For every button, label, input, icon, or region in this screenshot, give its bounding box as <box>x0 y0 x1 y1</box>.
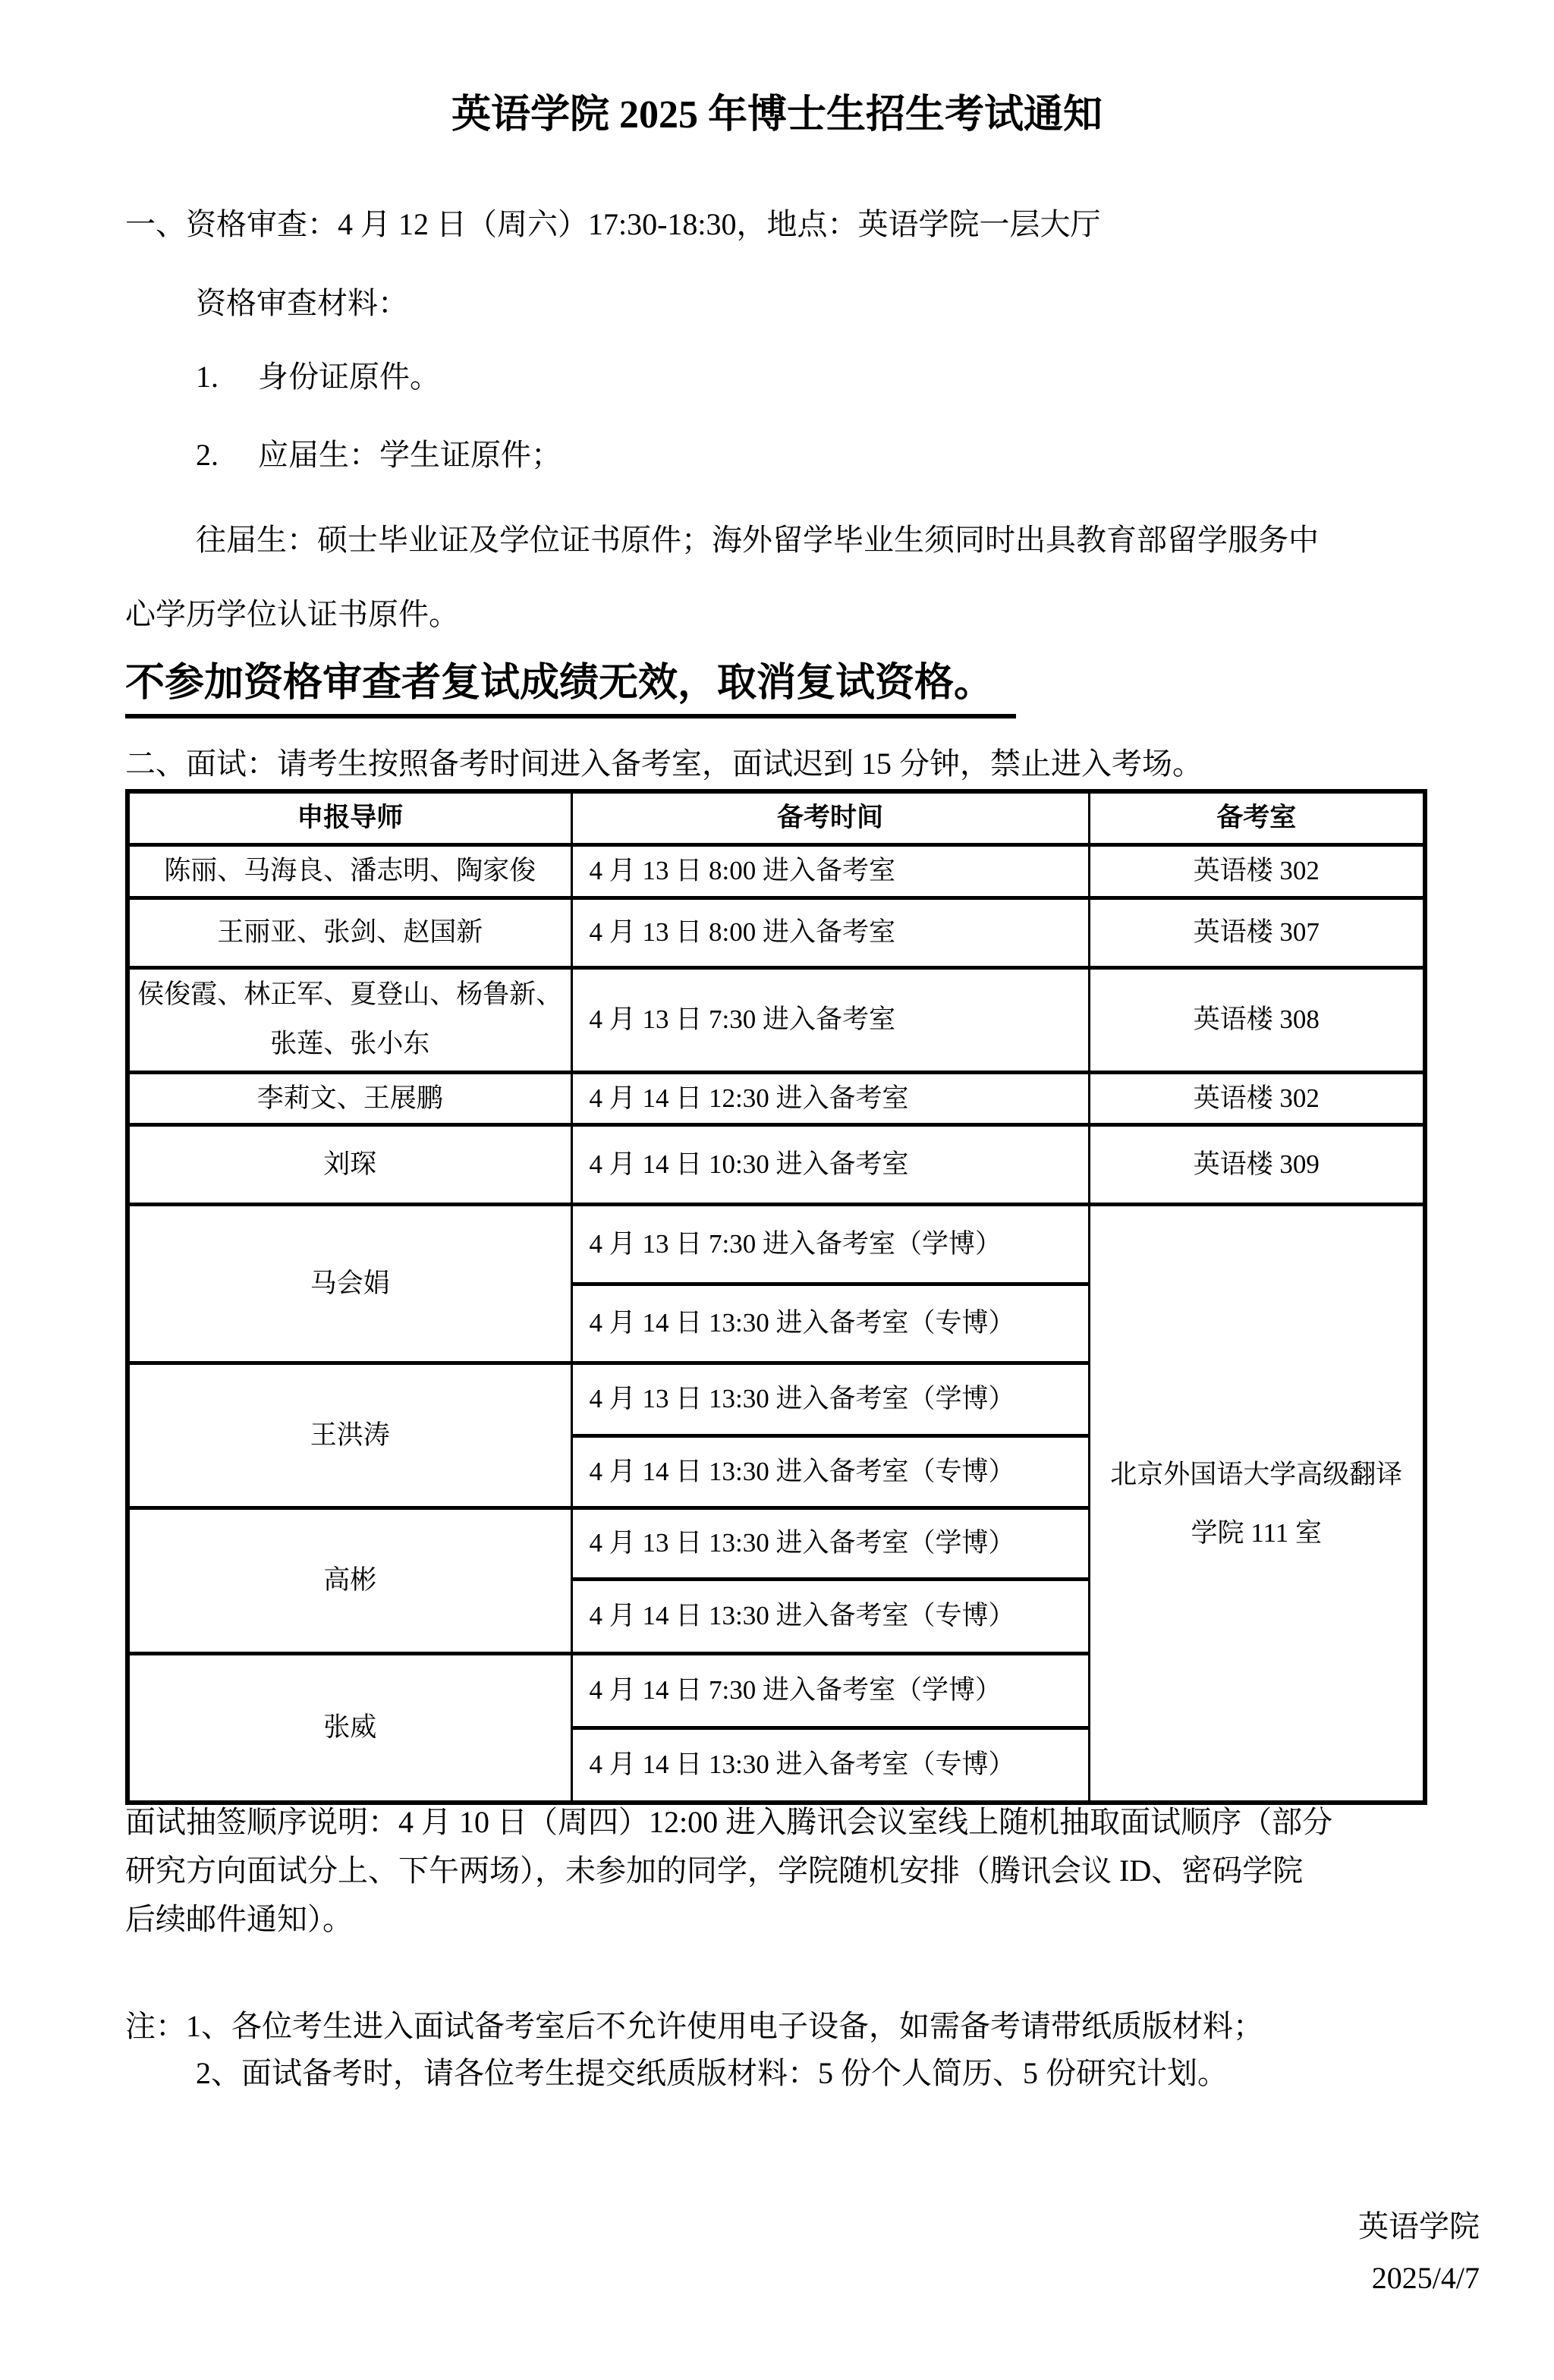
list-item-number: 2. <box>196 438 219 472</box>
time-cell: 4 月 14 日 10:30 进入备考室 <box>571 1125 1089 1205</box>
former-grads-line2: 心学历学位认证书原件。 <box>125 597 459 631</box>
mentor-cell: 王洪涛 <box>127 1363 571 1508</box>
materials-label: 资格审查材料： <box>196 286 408 320</box>
time-cell: 4 月 14 日 7:30 进入备考室（学博） <box>571 1654 1089 1728</box>
table-row <box>127 1205 1425 1284</box>
room-cell: 英语楼 308 <box>1089 967 1425 1072</box>
lottery-note-line3: 后续邮件通知）。 <box>125 1902 353 1936</box>
time-cell: 4 月 13 日 7:30 进入备考室（学博） <box>571 1205 1089 1284</box>
former-grads-line1: 往届生：硕士毕业证及学位证书原件；海外留学毕业生须同时出具教育部留学服务中 <box>196 523 1319 557</box>
notes-line2: 2、面试备考时，请各位考生提交纸质版材料：5 份个人简历、5 份研究计划。 <box>196 2056 1228 2090</box>
time-cell: 4 月 13 日 13:30 进入备考室（学博） <box>571 1508 1089 1580</box>
mentor-cell: 侯俊霞、林正军、夏登山、杨鲁新、张莲、张小东 <box>127 967 571 1072</box>
table-row <box>127 844 1425 898</box>
time-cell: 4 月 14 日 13:30 进入备考室（专博） <box>571 1284 1089 1363</box>
time-cell: 4 月 14 日 13:30 进入备考室（专博） <box>571 1728 1089 1803</box>
room-cell: 英语楼 307 <box>1089 898 1425 967</box>
table-header-row <box>127 791 1425 844</box>
room-cell: 英语楼 309 <box>1089 1125 1425 1205</box>
mentor-cell: 陈丽、马海良、潘志明、陶家俊 <box>127 844 571 898</box>
mentor-cell: 李莉文、王展鹏 <box>127 1072 571 1125</box>
footer-signature: 英语学院 <box>1358 2209 1480 2243</box>
list-item-2 <box>196 440 562 470</box>
header-cell-room: 备考室 <box>1089 791 1425 844</box>
warning-underlined-text: 不参加资格审查者复试成绩无效，取消复试资格。 <box>125 664 1016 718</box>
lottery-note-line2: 研究方向面试分上、下午两场），未参加的同学，学院随机安排（腾讯会议 ID、密码学院 <box>125 1853 1304 1888</box>
time-cell: 4 月 13 日 8:00 进入备考室 <box>571 898 1089 967</box>
schedule-table <box>125 789 1427 1805</box>
header-cell-mentor: 申报导师 <box>127 791 571 844</box>
header-cell-time: 备考时间 <box>571 791 1089 844</box>
table-row <box>127 1072 1425 1125</box>
table-row <box>127 1125 1425 1205</box>
time-cell: 4 月 14 日 13:30 进入备考室（专博） <box>571 1580 1089 1654</box>
time-cell: 4 月 14 日 13:30 进入备考室（专博） <box>571 1436 1089 1508</box>
mentor-cell: 马会娟 <box>127 1205 571 1363</box>
time-cell: 4 月 13 日 8:00 进入备考室 <box>571 844 1089 898</box>
table-row <box>127 967 1425 1072</box>
section1-heading: 一、资格审查：4 月 12 日（周六）17:30-18:30，地点：英语学院一层大厅 <box>125 207 1101 241</box>
room-cell: 英语楼 302 <box>1089 1072 1425 1125</box>
mentor-cell: 王丽亚、张剑、赵国新 <box>127 898 571 967</box>
document-title: 英语学院 2025 年博士生招生考试通知 <box>451 93 1103 137</box>
mentor-cell: 刘琛 <box>127 1125 571 1205</box>
footer-date: 2025/4/7 <box>1371 2261 1480 2295</box>
time-cell: 4 月 13 日 13:30 进入备考室（学博） <box>571 1363 1089 1436</box>
list-item-number: 1. <box>196 360 219 394</box>
room-cell: 英语楼 302 <box>1089 844 1425 898</box>
time-cell: 4 月 13 日 7:30 进入备考室 <box>571 967 1089 1072</box>
section2-heading: 二、面试：请考生按照备考时间进入备考室，面试迟到 15 分钟，禁止进入考场。 <box>125 747 1203 781</box>
list-item-text: 应届生：学生证原件； <box>258 438 562 472</box>
mentor-cell: 张威 <box>127 1654 571 1803</box>
notes-line1: 注：1、各位考生进入面试备考室后不允许使用电子设备，如需备考请带纸质版材料； <box>125 2009 1263 2043</box>
list-item-1 <box>196 362 440 392</box>
room-cell-merged: 北京外国语大学高级翻译学院 111 室 <box>1089 1205 1425 1803</box>
warning-statement <box>125 664 1016 718</box>
mentor-cell: 高彬 <box>127 1508 571 1654</box>
lottery-note-line1: 面试抽签顺序说明：4 月 10 日（周四）12:00 进入腾讯会议室线上随机抽取面试顺序（部分 <box>125 1805 1333 1839</box>
table-row <box>127 898 1425 967</box>
time-cell: 4 月 14 日 12:30 进入备考室 <box>571 1072 1089 1125</box>
list-item-text: 身份证原件。 <box>258 360 440 394</box>
